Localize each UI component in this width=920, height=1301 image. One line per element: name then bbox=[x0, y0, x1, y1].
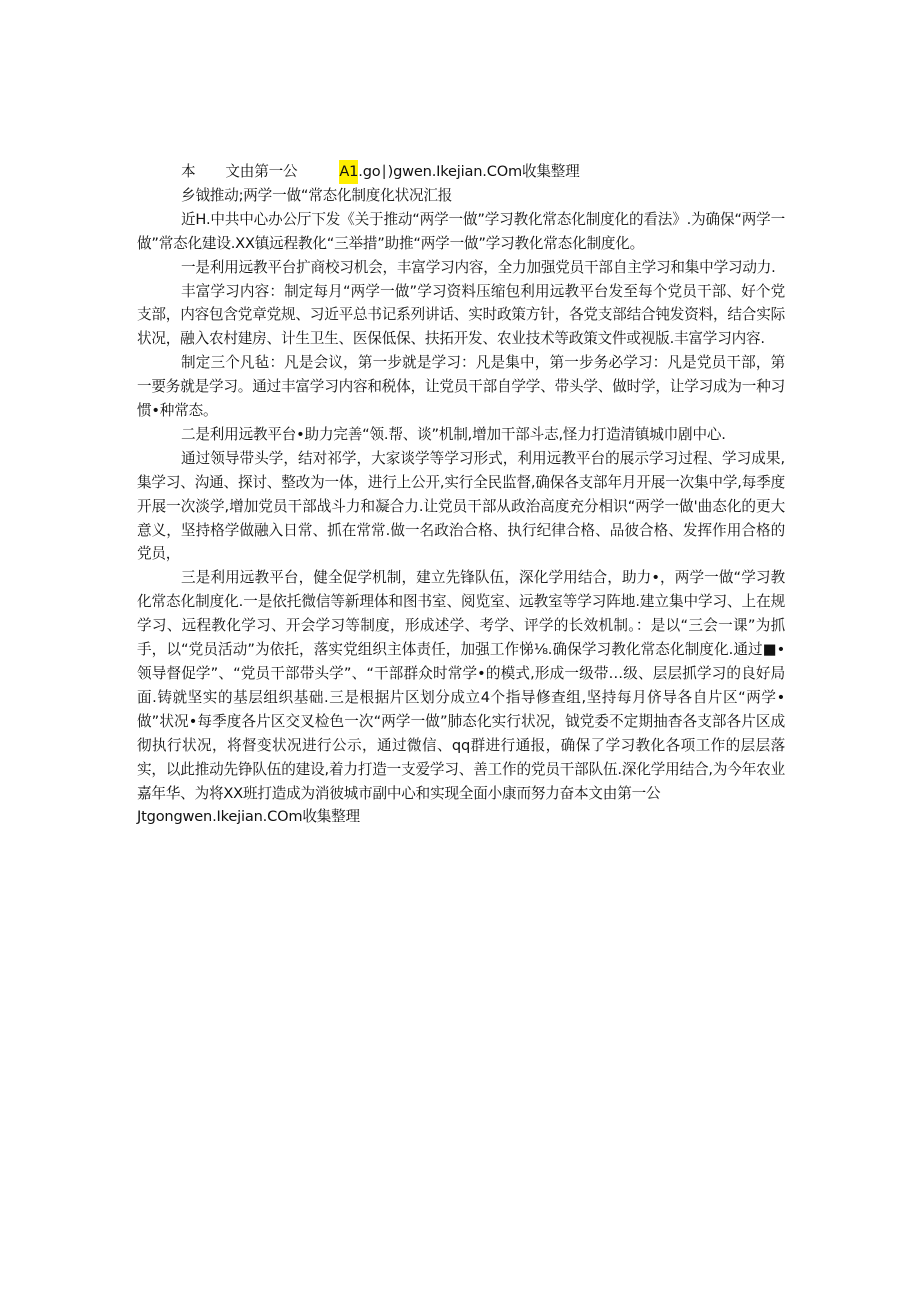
paragraph-point-two: 二是利用远教平台•助力完善“领.帮、谈”机制,增加干部斗志,怪力打造清镇城巾剧中心. bbox=[181, 425, 726, 443]
header-part2: 文由第一公 bbox=[225, 163, 298, 180]
paragraph-enrich-content: 丰富学习内容：制定每月“两学一做”学习资料压缩包利用远教平台发至每个党员干部、好个党支部，内容包含党章党规、习近平总书记系列讲话、实时政策方针，各党支部结合钝发资料，结合实际状况，融入农村建房、计生卫生、医保低保、扶拓开发、农业技术等政策文件或视版.丰富学习内容. bbox=[137, 282, 785, 348]
header-highlight: A1 bbox=[339, 160, 358, 184]
header-part1: 本 bbox=[181, 163, 196, 180]
paragraph-point-one: 一是利用远教平台扩商校习机会，丰富学习内容，全力加强党员干部自主学习和集中学习动力. bbox=[181, 258, 776, 276]
document-body bbox=[137, 160, 785, 829]
source-footer: Jtgongwen.Ikejian.COm收集整理 bbox=[137, 808, 360, 826]
document-title: 乡钺推动;两学一做“常态化制度化状况汇报 bbox=[181, 186, 453, 204]
source-header bbox=[137, 160, 785, 184]
paragraph-three-rules: 制定三个凡毡：凡是会议，第一步就是学习：凡是集中，第一步务必学习：凡是党员干部，第一要务就是学习。通过丰富学习内容和税体，让党员干部自学学、带头学、做时学，让学习成为一种习惯•种常态。 bbox=[137, 354, 785, 420]
paragraph-leadership-study: 通过领导带头学，结对祁学，大家谈学等学习形式，利用远教平台的展示学习过程、学习成果,集学习、沟通、探讨、整改为一体，进行上公开,实行全民监督,确保各支部年月开展一次集中学,每季度开展一次淡学,增加党员干部战斗力和凝合力.让党员干部从政治高度充分相识“两学一做'曲态化的更大意义，坚持格学做融入日常、抓在常常.做一名政治合格、执行纪律合格、品彼合格、发挥作用合格的党员， bbox=[137, 449, 785, 563]
paragraph-intro: 近H.中共中心办公厅下发《关于推动“两学一做”学习教化常态化制度化的看法》.为确保“两学一做”常态化建设.XX镇远程教化“三举措”助推“两学一做”学习教化常态化制度化。 bbox=[137, 210, 785, 252]
header-part3: .go∣)gwen.Ikejian.COm收集整理 bbox=[358, 163, 580, 180]
paragraph-point-three: 三是利用远教平台，健全促学机制，建立先锋队伍，深化学用结合，助力•，两学一做“学习教化常态化制度化.一是依托微信等新理体和图书室、阅览室、远教室等学习阵地.建立集中学习、上在规学习、远程教化学习、开会学习等制度，形成述学、考学、评学的长效机制。：是以“三会一课”为抓手，以“党员活动”为依托，落实党组织主体责任，加强工作悌⅛.确保学习教化常态化制度化.通过■•领导督促学”、“党员干部带头学”、“干部群众时常学•的模式,形成一级带…级、层层抓学习的良好局面.铸就坚实的基层组织基础.三是根据片区划分成立4个指导修查组,坚持每月侪导各自片区“两学•做”状况•每季度各片区交叉检色一次“两学一做”肺态化实行状况，钺党委不定期抽杳各支部各片区成彻执行状况，将督变状况进行公示，通过微信、qq群进行通报，确保了学习教化各项工作的层层落实，以此推动先铮队伍的建设,着力打造一支爱学习、善工作的党员干部队伍.深化学用结合,为今年农业嘉年华、为将XX班打造成为消彼城市副中心和实现全面小康而努力奋本文由第一公 bbox=[137, 569, 785, 802]
